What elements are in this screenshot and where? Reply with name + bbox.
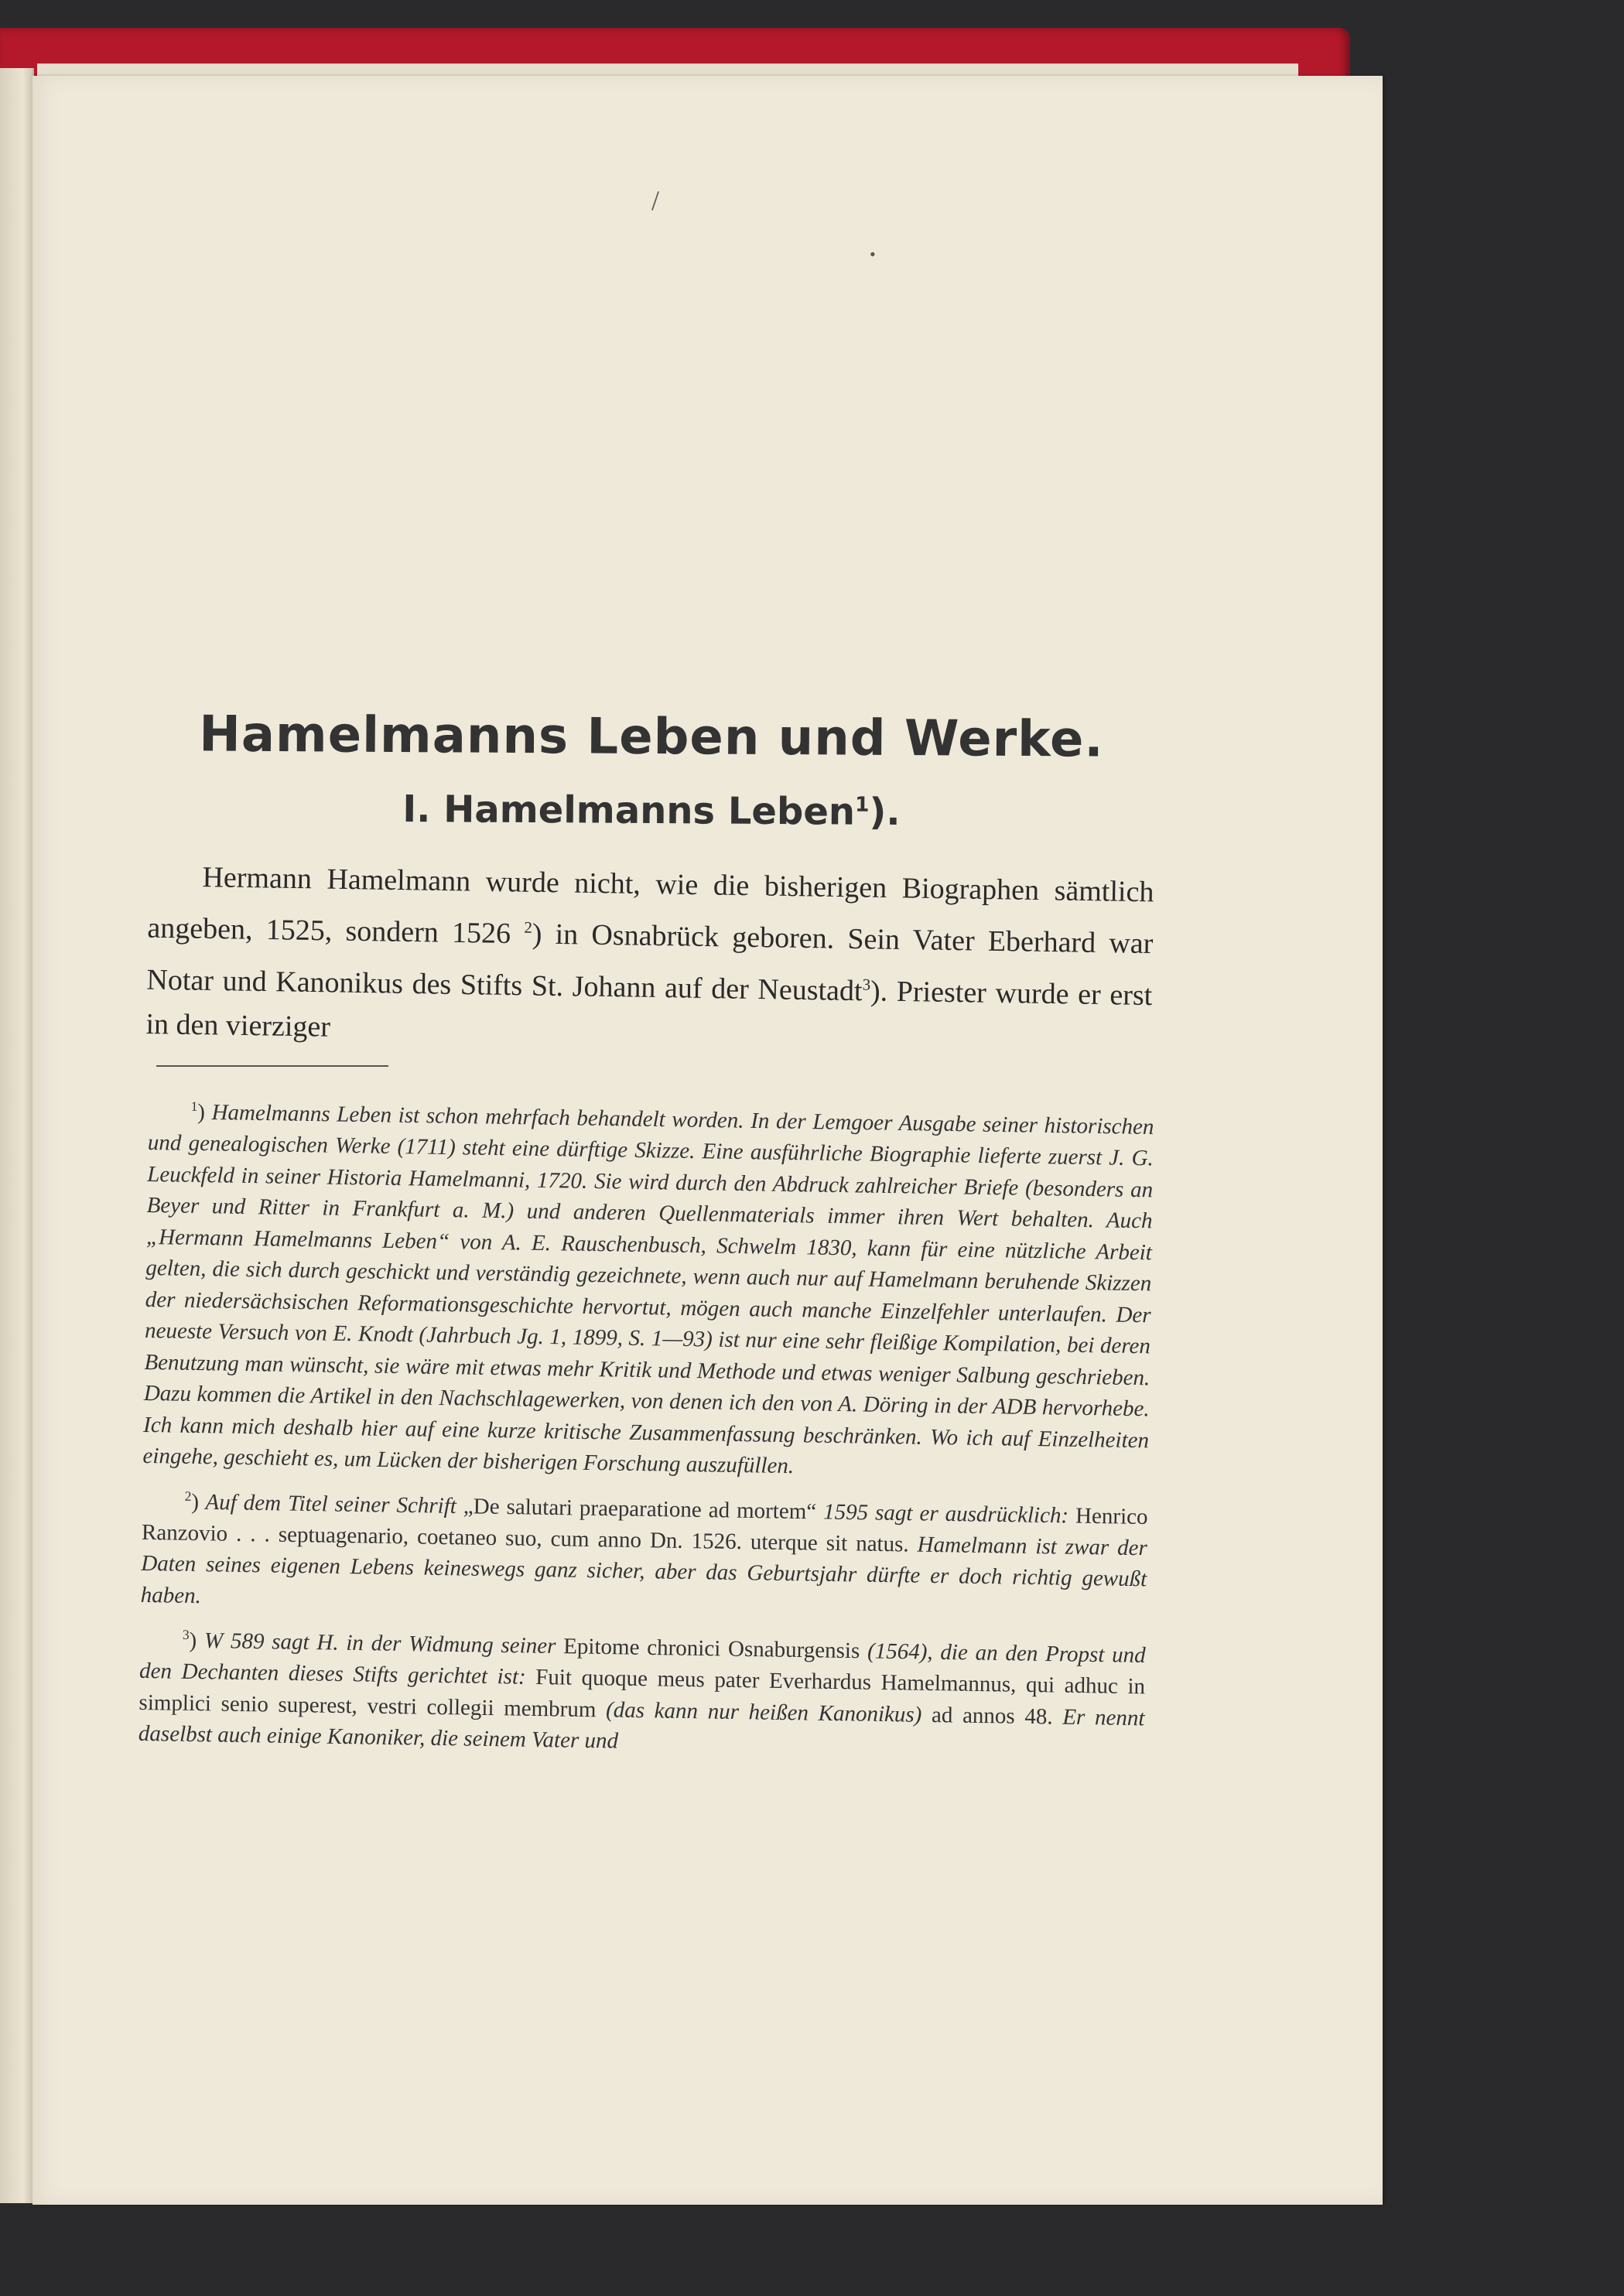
- page-content: [138, 706, 1154, 1758]
- body-text-part-2: ) in Osnabrück geboren. Sein Vater Eberhard war Notar und Kanonikus des Stifts St. Johann auf der Neustadt: [146, 917, 1154, 1007]
- section-title-end: ).: [869, 790, 901, 834]
- footnote-3-text-e: (das kann nur heißen Kanonikus): [605, 1697, 922, 1728]
- footnote-3-latin-title: Epitome chronici Osnaburgensis: [562, 1634, 860, 1664]
- footnote-3-text-g: Er nennt daselbst auch einige Kanoniker, die seinem Vater und: [138, 1704, 1145, 1754]
- body-text-part-3: ). Priester wurde er erst in den vierziger: [145, 974, 1153, 1044]
- footnote-3-text-f: ad annos 48.: [931, 1703, 1053, 1730]
- footnote-1-text: Hamelmanns Leben ist schon mehrfach behandelt worden. In der Lemgoer Ausgabe seiner historischen und genealogischen Werke (1711) steht eine dürftige Skizze. Eine ausführliche Biographie lieferte zuerst J. G. Leuckfeld in seiner Historia Hamelmanni, 1720. Sie wird durch den Abdruck zahlreicher Briefe (besonders an Beyer und Ritter in Frankfurt a. M.) und anderen Quellenmaterials immer ihren Wert behalten. Auch „Hermann Hamelmanns Leben“ von A. E. Rauschenbusch, Schwelm 1830, kann für eine nützliche Arbeit gelten, die sich durch geschickt und verständig gezeichnete, wenn auch nur auf Hamelmann beruhende Skizzen der niedersächsischen Reformationsgeschichte hervortut, mögen auch manche Einzelfehler unterlaufen. Der neueste Versuch von E. Knodt (Jahrbuch Jg. 1, 1899, S. 1—93) ist nur eine sehr fleißige Kompilation, bei deren Benutzung man wünscht, sie wäre mit etwas mehr Kritik und Methode und etwas weniger Salbung geschrieben. Dazu kommen die Artikel in den Nachschlagewerken, von denen ich den von A. Döring in der ADB hervorhebe. Ich kann mich deshalb hier auf eine kurze kritische Zusammenfassung beschränken. Wo ich auf Einzelheiten eingehe, geschieht es, um Lücken der bisherigen Forschung auszufüllen.: [142, 1100, 1154, 1479]
- footnote-1-paren: ): [197, 1099, 206, 1126]
- footnote-2-text-e: Hamelmann ist zwar der Daten seines eigenen Lebens keineswegs ganz sicher, aber das Geburtsjahr dürfte er doch richtig gewußt haben.: [140, 1532, 1148, 1609]
- footnote-2-number: 2: [184, 1488, 192, 1504]
- footnote-1-number: 1: [190, 1098, 198, 1115]
- footnote-2-latin-title: „De salutari praeparatione ad mortem“: [463, 1494, 817, 1525]
- footnote-divider: [156, 1065, 388, 1067]
- footnote-ref-3: 3: [862, 975, 871, 994]
- footnote-2-latin-quote: Henrico Ranzovio . . . septuagenario, coetaneo suo, cum anno Dn. 1526. uterque sit natus.: [141, 1503, 1148, 1557]
- footnote-2: [140, 1480, 1148, 1627]
- footnote-3-text-a: W 589 sagt H. in der Widmung seiner: [203, 1628, 556, 1659]
- dot-mark: •: [870, 244, 876, 264]
- chapter-title: Hamelmanns Leben und Werke.: [199, 706, 1104, 769]
- footnote-3: [138, 1619, 1147, 1766]
- footnote-3-number: 3: [182, 1627, 190, 1643]
- footnote-2-text-a: Auf dem Titel seiner Schrift: [205, 1489, 457, 1519]
- footnote-2-text-c: 1595 sagt er ausdrücklich:: [822, 1499, 1069, 1529]
- book-page: [32, 76, 1383, 2205]
- body-paragraph: [145, 854, 1154, 1063]
- footnote-3-paren: ): [189, 1628, 197, 1654]
- footnote-3-latin-quote: Fuit quoque meus pater Everhardus Hamelmannus, qui adhuc in simplici senio superest, vestri collegii membrum: [138, 1665, 1146, 1723]
- footnote-3-text-c: (1564), die an den Propst und den Dechanten dieses Stifts gerichtet ist:: [138, 1638, 1146, 1690]
- footnote-2-paren: ): [191, 1489, 200, 1515]
- footnotes: [138, 1090, 1154, 1765]
- section-title: [149, 786, 1154, 835]
- footnote-ref-1: 1: [855, 792, 870, 817]
- footnote-1: [142, 1090, 1154, 1488]
- footnote-ref-2: 2: [524, 917, 533, 937]
- body-text-part-1: Hermann Hamelmann wurde nicht, wie die bisherigen Biographen sämtlich angeben, 1525, sondern 1526: [147, 861, 1154, 951]
- section-title-text: I. Hamelmanns Leben: [402, 788, 856, 834]
- pencil-mark: /: [651, 185, 660, 216]
- left-page-edge: [0, 68, 34, 2203]
